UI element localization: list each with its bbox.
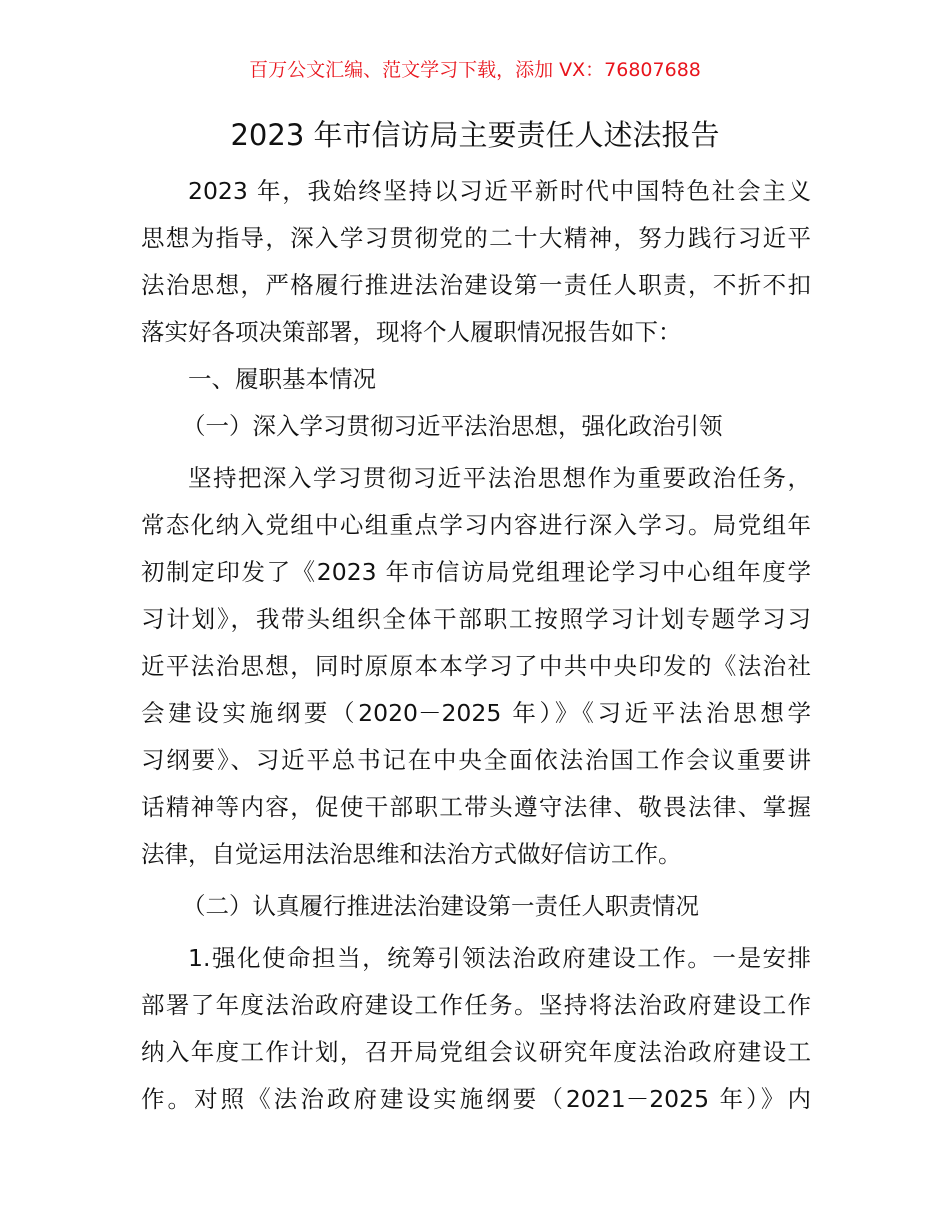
watermark-banner: 百万公文汇编、范文学习下载，添加 VX：76807688 (249, 59, 701, 81)
subsection-heading-2: （二）认真履行推进法治建设第一责任人职责情况 (182, 892, 699, 920)
paragraph-line: 常态化纳入党组中心组重点学习内容进行深入学习。局党组年 (141, 511, 811, 539)
paragraph-line: 会建设实施纲要（2020－2025 年）》《习近平法治思想学 (141, 699, 811, 727)
paragraph-line: 坚持把深入学习贯彻习近平法治思想作为重要政治任务， (188, 464, 811, 492)
paragraph-line: 1.强化使命担当，统筹引领法治政府建设工作。一是安排 (188, 944, 811, 972)
paragraph-line: 作。对照《法治政府建设实施纲要（2021－2025 年）》内 (141, 1085, 811, 1113)
intro-paragraph-line: 落实好各项决策部署，现将个人履职情况报告如下： (141, 318, 682, 346)
paragraph-line: 法律，自觉运用法治思维和法治方式做好信访工作。 (141, 840, 682, 868)
paragraph-line: 话精神等内容，促使干部职工带头遵守法律、敬畏法律、掌握 (141, 793, 811, 821)
paragraph-line: 初制定印发了《2023 年市信访局党组理论学习中心组年度学 (141, 558, 811, 586)
document-title: 2023 年市信访局主要责任人述法报告 (230, 118, 720, 152)
intro-paragraph-line: 法治思想，严格履行推进法治建设第一责任人职责，不折不扣 (141, 271, 811, 299)
section-heading-1: 一、履职基本情况 (188, 365, 376, 393)
paragraph-line: 习纲要》、习近平总书记在中央全面依法治国工作会议重要讲 (141, 746, 811, 774)
intro-paragraph-line: 思想为指导，深入学习贯彻党的二十大精神，努力践行习近平 (141, 224, 811, 252)
paragraph-line: 部署了年度法治政府建设工作任务。坚持将法治政府建设工作 (141, 991, 811, 1019)
paragraph-line: 习计划》，我带头组织全体干部职工按照学习计划专题学习习 (141, 605, 811, 633)
paragraph-line: 近平法治思想，同时原原本本学习了中共中央印发的《法治社 (141, 652, 811, 680)
intro-paragraph-line: 2023 年，我始终坚持以习近平新时代中国特色社会主义 (188, 177, 811, 205)
paragraph-line: 纳入年度工作计划，召开局党组会议研究年度法治政府建设工 (141, 1038, 811, 1066)
subsection-heading-1: （一）深入学习贯彻习近平法治思想，强化政治引领 (182, 412, 723, 440)
